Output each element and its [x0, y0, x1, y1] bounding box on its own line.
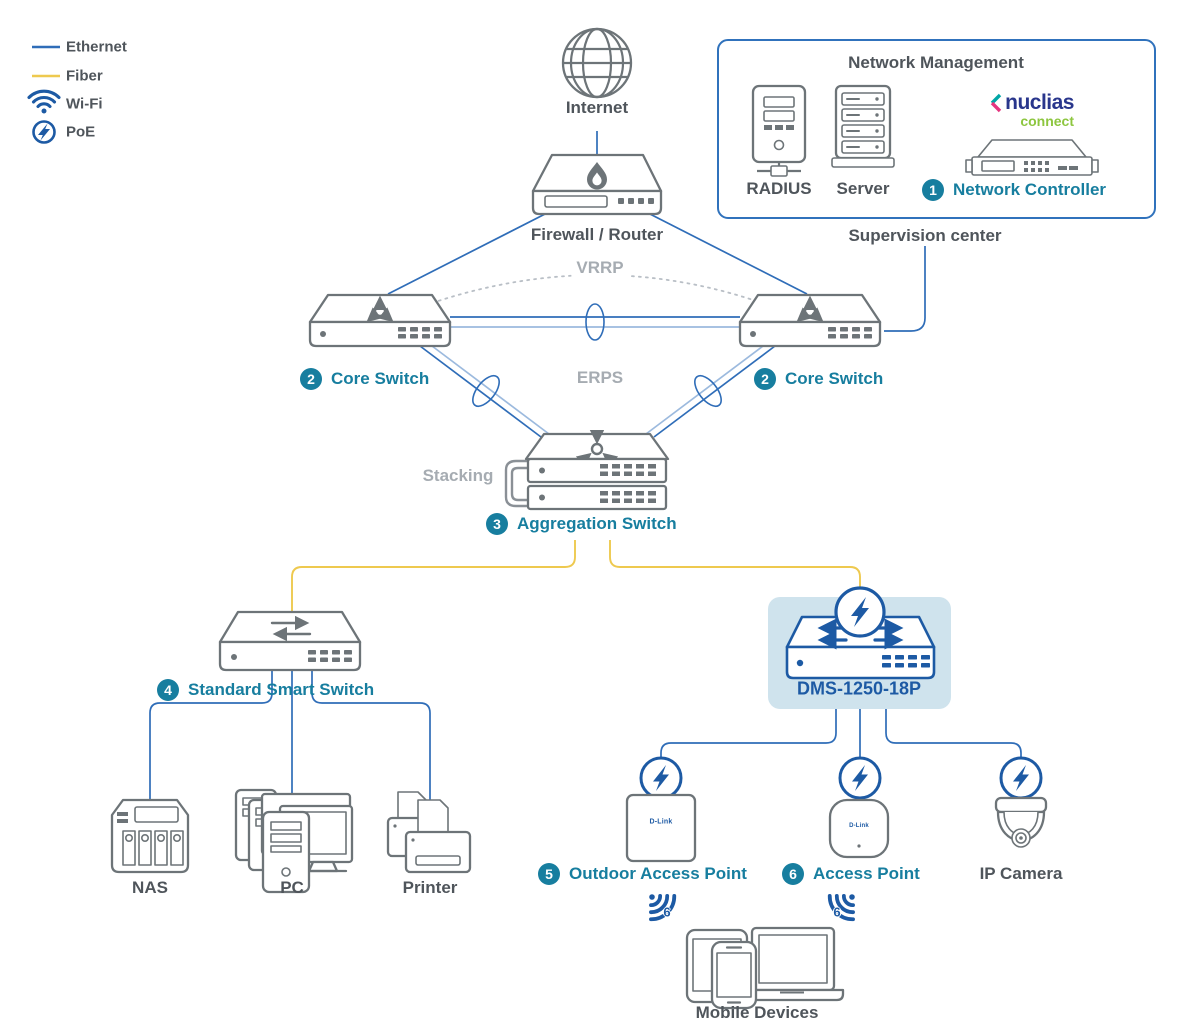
badge-4: 4: [157, 679, 179, 701]
nuclias-connect: connect: [1020, 113, 1074, 129]
smart-switch-label: Standard Smart Switch: [188, 680, 375, 699]
smart-switch-row: [157, 679, 374, 701]
aggregation-label: Aggregation Switch: [517, 514, 677, 533]
poe-badge-camera: [1001, 758, 1041, 798]
badge-3: 3: [486, 513, 508, 535]
printer-icon: [388, 792, 470, 872]
radius-label: RADIUS: [746, 179, 812, 198]
nas-icon: [112, 800, 188, 872]
legend-ethernet-label: Ethernet: [66, 38, 127, 56]
link-dms-outdoorap: [661, 709, 836, 796]
vrrp-arc: [432, 275, 762, 303]
core-switch-left-icon: [310, 295, 450, 346]
poe-icon: [34, 122, 55, 143]
outdoor-ap-device-text: D-Link: [649, 818, 673, 826]
wifi6-icon-right: [825, 883, 866, 924]
outdoor-ap-icon: [627, 795, 695, 861]
firewall-icon: [533, 155, 661, 214]
internet-icon: [563, 29, 631, 97]
wifi-icon: [29, 91, 59, 113]
poe-badge-outdoor-ap: [641, 758, 681, 798]
link-dms-camera: [886, 709, 1021, 801]
legend-wifi-label: Wi-Fi: [66, 95, 103, 113]
core-switch-left-label: Core Switch: [331, 369, 430, 388]
nuclias-brand: nuclias: [1005, 91, 1074, 114]
firewall-label: Firewall / Router: [530, 225, 664, 244]
stacking-label: Stacking: [422, 466, 494, 485]
core-switch-left-row: [300, 368, 429, 390]
dms-label: DMS-1250-18P: [796, 678, 922, 699]
smart-switch-icon: [220, 612, 360, 670]
network-controller-label: Network Controller: [953, 180, 1107, 199]
outdoor-ap-label: Outdoor Access Point: [569, 864, 747, 883]
aggregation-row: [486, 513, 677, 535]
network-management-title: Network Management: [848, 53, 1024, 72]
link-coreright-agg-2: [642, 346, 763, 437]
mobile-devices-label: Mobile Devices: [695, 1003, 819, 1022]
aggregation-switch-icon: [506, 434, 668, 509]
core-switch-right-row: [754, 368, 883, 390]
vrrp-label: VRRP: [571, 258, 628, 278]
core-switch-right-label: Core Switch: [785, 369, 884, 388]
wifi6-left-number: 6: [663, 904, 671, 920]
lag-ring-core: [586, 304, 604, 340]
badge-2-right: 2: [754, 368, 776, 390]
printer-label: Printer: [402, 878, 458, 897]
fiber-agg-smartswitch: [292, 540, 575, 612]
network-controller-row: [922, 179, 1106, 201]
supervision-center-label: Supervision center: [848, 226, 1002, 245]
access-point-row: [782, 863, 920, 885]
outdoor-ap-row: [538, 863, 747, 885]
internet-label: Internet: [565, 98, 629, 117]
pc-label: PC: [280, 878, 304, 897]
erps-label: ERPS: [576, 368, 624, 387]
pc-icon: [236, 790, 352, 892]
access-point-label: Access Point: [813, 864, 920, 883]
legend-icons: [29, 47, 60, 143]
fiber-agg-dms: [610, 540, 860, 600]
ip-camera-label: IP Camera: [979, 864, 1063, 883]
radius-server-icon: [753, 86, 805, 176]
link-coreleft-agg-2: [432, 346, 553, 437]
poe-badge-ap: [840, 758, 880, 798]
wifi6-right-number: 6: [833, 904, 841, 920]
badge-5: 5: [538, 863, 560, 885]
nas-label: NAS: [132, 878, 168, 897]
server-label: Server: [836, 179, 890, 198]
ip-camera-icon: [996, 798, 1046, 847]
badge-6: 6: [782, 863, 804, 885]
badge-1: 1: [922, 179, 944, 201]
link-coreright-agg-1: [654, 346, 775, 437]
link-firewall-coreright: [646, 212, 807, 294]
wifi6-icon-left: [638, 883, 679, 924]
nuclias-logo: [984, 92, 1074, 128]
link-firewall-coreleft: [388, 212, 549, 294]
legend-poe-label: PoE: [66, 123, 96, 141]
link-supervision-coreright: [884, 246, 925, 331]
mobile-devices-icon: [687, 928, 843, 1008]
badge-2-left: 2: [300, 368, 322, 390]
core-switch-right-icon: [740, 295, 880, 346]
access-point-device-text: D-Link: [849, 823, 869, 829]
server-icon: [832, 86, 894, 167]
link-coreleft-agg-1: [420, 346, 541, 437]
nuclias-chevron-icon: [989, 93, 1002, 113]
legend-fiber-label: Fiber: [66, 67, 103, 85]
